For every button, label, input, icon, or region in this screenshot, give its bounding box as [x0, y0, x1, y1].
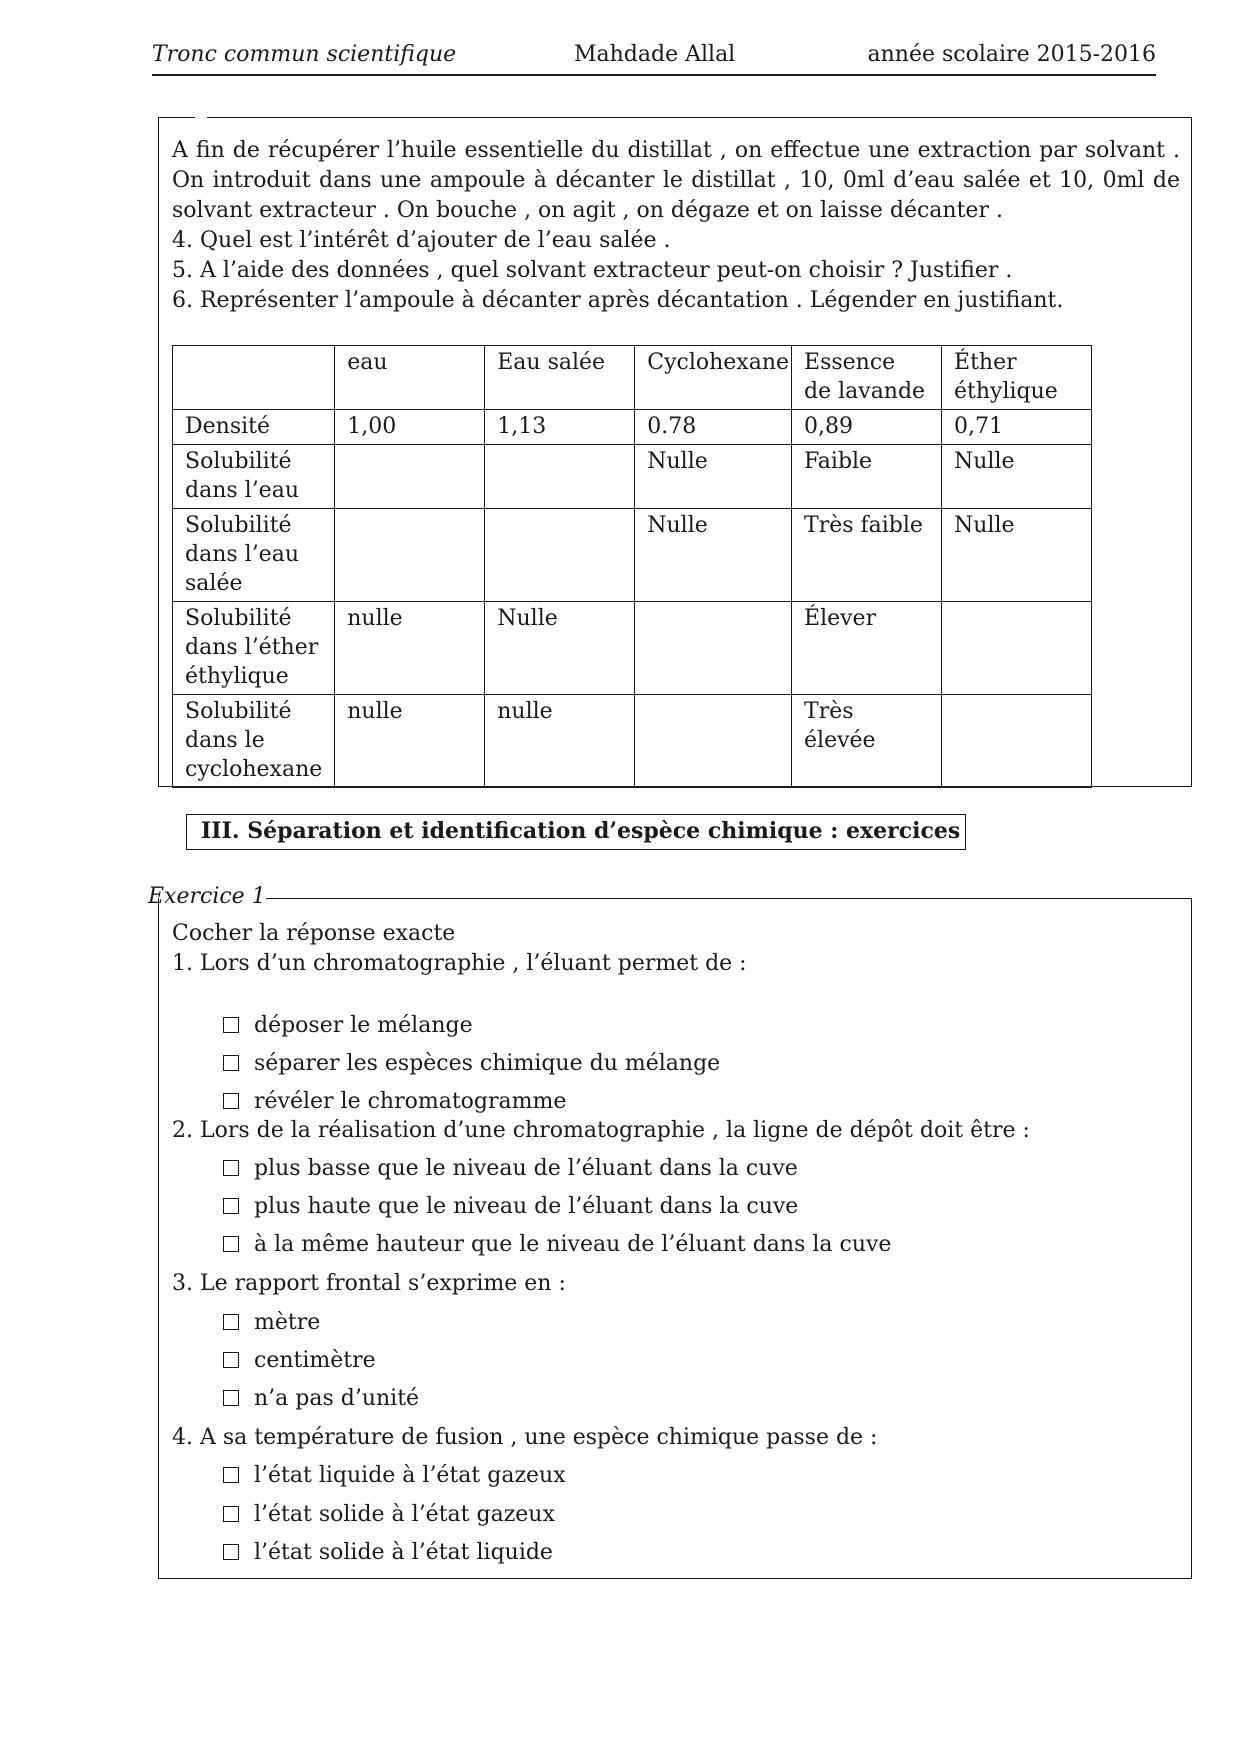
table-row [173, 695, 1092, 788]
header-school-year: année scolaire 2015-2016 [867, 42, 1156, 67]
choice-option[interactable] [223, 1050, 720, 1078]
checkbox-icon[interactable] [223, 1017, 239, 1033]
table-cell: Faible [792, 445, 942, 509]
choice-label: plus basse que le niveau de l’éluant dans la cuve [254, 1156, 798, 1181]
table-cell: 0.78 [635, 410, 792, 445]
question-text: 2. Lors de la réalisation d’une chromatographie , la ligne de dépôt doit être : [172, 1118, 1030, 1143]
question-6: 6. Représenter l’ampoule à décanter après décantation . Légender en justifiant. [172, 288, 1064, 313]
choice-label: n’a pas d’unité [254, 1386, 420, 1411]
table-cell: Solubilité dans l’éther éthylique [173, 602, 335, 695]
choice-option[interactable] [223, 1155, 798, 1183]
table-cell: Nulle [942, 445, 1092, 509]
choice-label: l’état solide à l’état liquide [254, 1540, 553, 1565]
table-cell: Nulle [635, 445, 792, 509]
table-cell: 1,00 [335, 410, 485, 445]
table-cell: Nulle [485, 602, 635, 695]
table-cell [335, 509, 485, 602]
choice-label: l’état solide à l’état gazeux [254, 1502, 555, 1527]
table-header-cell: Essence de lavande [792, 346, 942, 410]
table-cell [942, 602, 1092, 695]
choice-label: mètre [254, 1310, 321, 1335]
table-header-cell: Éther éthylique [942, 346, 1092, 410]
choice-label: séparer les espèces chimique du mélange [254, 1051, 721, 1076]
choice-label: plus haute que le niveau de l’éluant dans la cuve [254, 1194, 799, 1219]
exercise-title: Exercice 1 [148, 884, 266, 909]
checkbox-icon[interactable] [223, 1160, 239, 1176]
page-header [152, 38, 1156, 76]
intro-text [172, 136, 1180, 316]
checkbox-icon[interactable] [223, 1506, 239, 1522]
table-cell: 1,13 [485, 410, 635, 445]
table-cell: nulle [485, 695, 635, 788]
table-cell [485, 509, 635, 602]
choice-label: révéler le chromatogramme [254, 1089, 567, 1114]
frame-gap [195, 115, 207, 121]
choice-option[interactable] [223, 1012, 473, 1040]
table-cell: 0,89 [792, 410, 942, 445]
intro-paragraph: A fin de récupérer l’huile essentielle du distillat , on effectue une extraction par solvant . On introduit dans une ampoule à décanter le distillat , 10, 0ml d’eau salée et 10, 0ml de solvant extracteur . On bouche , on agit , on dégaze et on laisse décanter . [172, 138, 1180, 223]
choice-label: l’état liquide à l’état gazeux [254, 1463, 566, 1488]
table-header-row [173, 346, 1092, 410]
table-cell: Nulle [635, 509, 792, 602]
header-course: Tronc commun scientifique [152, 42, 457, 67]
table-cell [485, 445, 635, 509]
checkbox-icon[interactable] [223, 1198, 239, 1214]
question-text: 3. Le rapport frontal s’exprime en : [172, 1271, 566, 1296]
table-cell: Solubilité dans l’eau salée [173, 509, 335, 602]
exercise-box [158, 898, 1192, 1579]
choice-option[interactable] [223, 1193, 798, 1221]
table-cell [635, 695, 792, 788]
checkbox-icon[interactable] [223, 1093, 239, 1109]
exercise-instruction: Cocher la réponse exacte [172, 921, 456, 946]
checkbox-icon[interactable] [223, 1236, 239, 1252]
question-text: 1. Lors d’un chromatographie , l’éluant permet de : [172, 951, 747, 976]
choice-label: déposer le mélange [254, 1013, 473, 1038]
table-cell: Nulle [942, 509, 1092, 602]
choice-option[interactable] [223, 1347, 376, 1375]
table-cell [942, 695, 1092, 788]
table-row [173, 445, 1092, 509]
header-author: Mahdade Allal [574, 42, 736, 67]
checkbox-icon[interactable] [223, 1467, 239, 1483]
choice-option[interactable] [223, 1385, 419, 1413]
table-row [173, 509, 1092, 602]
checkbox-icon[interactable] [223, 1544, 239, 1560]
question-4: 4. Quel est l’intérêt d’ajouter de l’eau salée . [172, 228, 671, 253]
choice-option[interactable] [223, 1501, 555, 1529]
checkbox-icon[interactable] [223, 1055, 239, 1071]
table-row [173, 410, 1092, 445]
table-cell: Élever [792, 602, 942, 695]
table-header-cell: Cyclohexane [635, 346, 792, 410]
choice-option[interactable] [223, 1088, 566, 1116]
table-cell: Très élevée [792, 695, 942, 788]
checkbox-icon[interactable] [223, 1390, 239, 1406]
choice-label: centimètre [254, 1348, 376, 1373]
table-cell: Solubilité dans l’eau [173, 445, 335, 509]
table-cell: Très faible [792, 509, 942, 602]
table-header-cell: eau [335, 346, 485, 410]
choice-label: à la même hauteur que le niveau de l’éluant dans la cuve [254, 1232, 892, 1257]
choice-option[interactable] [223, 1462, 566, 1490]
table-cell [635, 602, 792, 695]
table-cell: nulle [335, 695, 485, 788]
solvent-data-table [172, 345, 1092, 788]
question-5: 5. A l’aide des données , quel solvant extracteur peut-on choisir ? Justifier . [172, 258, 1013, 283]
choice-option[interactable] [223, 1309, 320, 1337]
extraction-box [158, 117, 1192, 787]
table-cell: nulle [335, 602, 485, 695]
checkbox-icon[interactable] [223, 1352, 239, 1368]
table-cell: Solubilité dans le cyclohexane [173, 695, 335, 788]
table-cell: 0,71 [942, 410, 1092, 445]
checkbox-icon[interactable] [223, 1314, 239, 1330]
table-cell [335, 445, 485, 509]
section-title: III. Séparation et identification d’espèce chimique : exercices [186, 814, 966, 850]
table-header-cell: Eau salée [485, 346, 635, 410]
choice-option[interactable] [223, 1231, 891, 1259]
table-cell: Densité [173, 410, 335, 445]
table-header-cell [173, 346, 335, 410]
choice-option[interactable] [223, 1539, 553, 1567]
question-text: 4. A sa température de fusion , une espèce chimique passe de : [172, 1425, 878, 1450]
table-row [173, 602, 1092, 695]
